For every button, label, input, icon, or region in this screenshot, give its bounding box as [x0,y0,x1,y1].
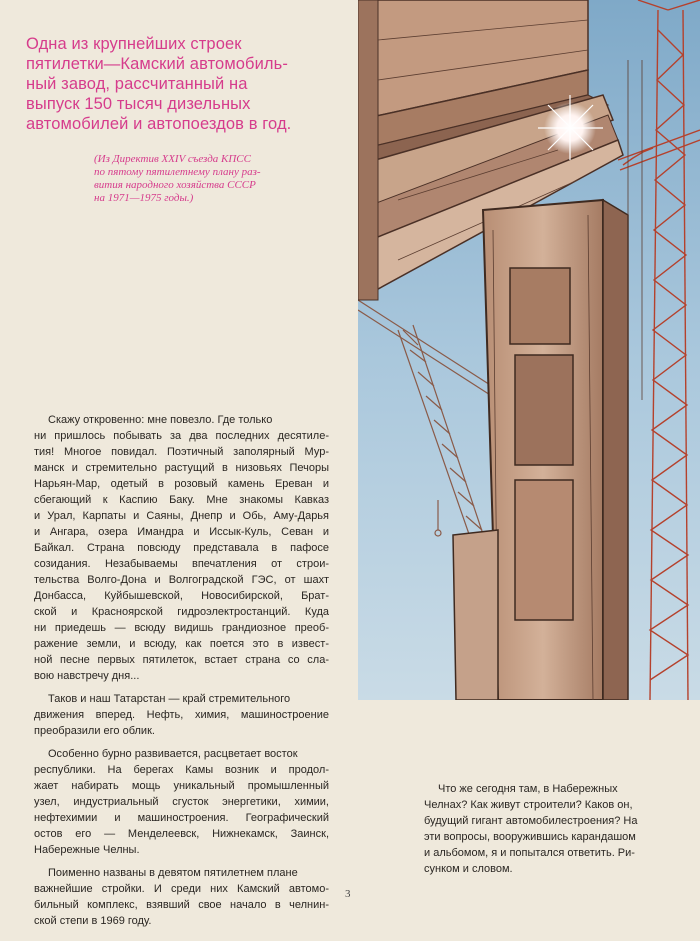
text-line: Нарьян-Мар, одетый в розовый камень Ереван и [34,478,329,490]
headline-quote [26,34,332,134]
text-line: Скажу откровенно: мне повезло. Где только [48,414,273,426]
text-line: республики. На берегах Камы возник и продол- [34,764,329,776]
text-line: тия! Многое повидал. Поэтичный заполярный Мур- [34,446,329,458]
construction-illustration [358,0,700,700]
text-line: Что же сегодня там, в Набережных [438,783,618,795]
text-line: бильный комплекс, взявший свое начало в челнин- [34,899,329,911]
text-line: и альбомом, я и попытался ответить. Ри- [424,847,635,859]
headline-line: пятилетки—Камский автомобиль- [26,55,288,73]
headline-line: выпуск 150 тысяч дизельных [26,95,251,113]
text-line: движения вперед. Нефть, химия, машиностроение [34,709,329,721]
text-line: Набережные Челны. [34,844,140,856]
text-line: созидания. Незабываемы впечатления от строи- [34,558,329,570]
headline-line: ный завод, рассчитанный на [26,75,248,93]
paragraph [34,691,329,739]
text-line: преобразили его облик. [34,725,155,737]
text-line: Челнах? Как живут строители? Каков он, [424,799,633,811]
paragraph [34,865,329,929]
citation-line: на 1971—1975 годы.) [94,192,194,204]
citation-line: (Из Директив XXIV съезда КПСС [94,153,251,165]
text-line: ни пришлось побывать за два последних десятиле- [34,430,329,442]
text-line: нефтехимии и машиностроения. Географический [34,812,329,824]
text-line: сбегающий к Каспию Баку. Мне знакомы Кавказ [34,494,329,506]
article-text-left [34,412,329,936]
text-line: и Урал, Карпаты и Саяны, Днепр и Обь, Аму-Дарья [34,510,329,522]
text-line: ской степи в 1969 году. [34,915,152,927]
text-line: тельства Волго-Дона и Волгоградской ГЭС, от шахт [34,574,329,586]
text-line: ражение земли, и всюду, как поется это в извест- [34,638,329,650]
page-number: 3 [345,888,351,900]
text-line: жает набирать мощь уникальный промышленный [34,780,329,792]
headline-line: Одна из крупнейших строек [26,35,242,53]
text-line: сунком и словом. [424,863,513,875]
text-line: эти вопросы, вооружившись карандашом [424,831,636,843]
text-line: Особенно бурно развивается, расцветает восток [48,748,298,760]
citation-source [94,153,334,205]
text-line: важнейшие стройки. И среди них Камский автомо- [34,883,329,895]
citation-line: вития народного хозяйства СССР [94,179,256,191]
text-line: Таков и наш Татарстан — край стремительного [48,693,291,705]
text-line: ной песне первых пятилеток, встает страна со сла- [34,654,329,666]
text-line: Донбасса, Куйбышевской, Новосибирской, Брат- [34,590,329,602]
text-line: Поименно названы в девятом пятилетнем плане [48,867,298,879]
text-line: узел, индустриальный сгусток энергетики, химии, [34,796,329,808]
text-line: ни приедешь — всюду видишь грандиозное преоб- [34,622,329,634]
citation-line: по пятому пятилетнему плану раз- [94,166,261,178]
text-line: манск и стремительно растущий в низовьях Печоры [34,462,329,474]
text-line: вою навстречу дня... [34,670,140,682]
text-line: ской и Красноярской гидроэлектростанций. Куда [34,606,329,618]
text-line: остов его — Менделеевск, Нижнекамск, Заинск, [34,828,329,840]
text-line: Байкал. Страна повсюду представала в пафосе [34,542,329,554]
article-text-right [424,781,692,877]
paragraph [34,746,329,858]
headline-line: автомобилей и автопоездов в год. [26,115,292,133]
text-line: будущий гигант автомобилестроения? На [424,815,638,827]
text-line: и Ангара, озера Имандра и Иссык-Куль, Севан и [34,526,329,538]
paragraph [34,412,329,684]
